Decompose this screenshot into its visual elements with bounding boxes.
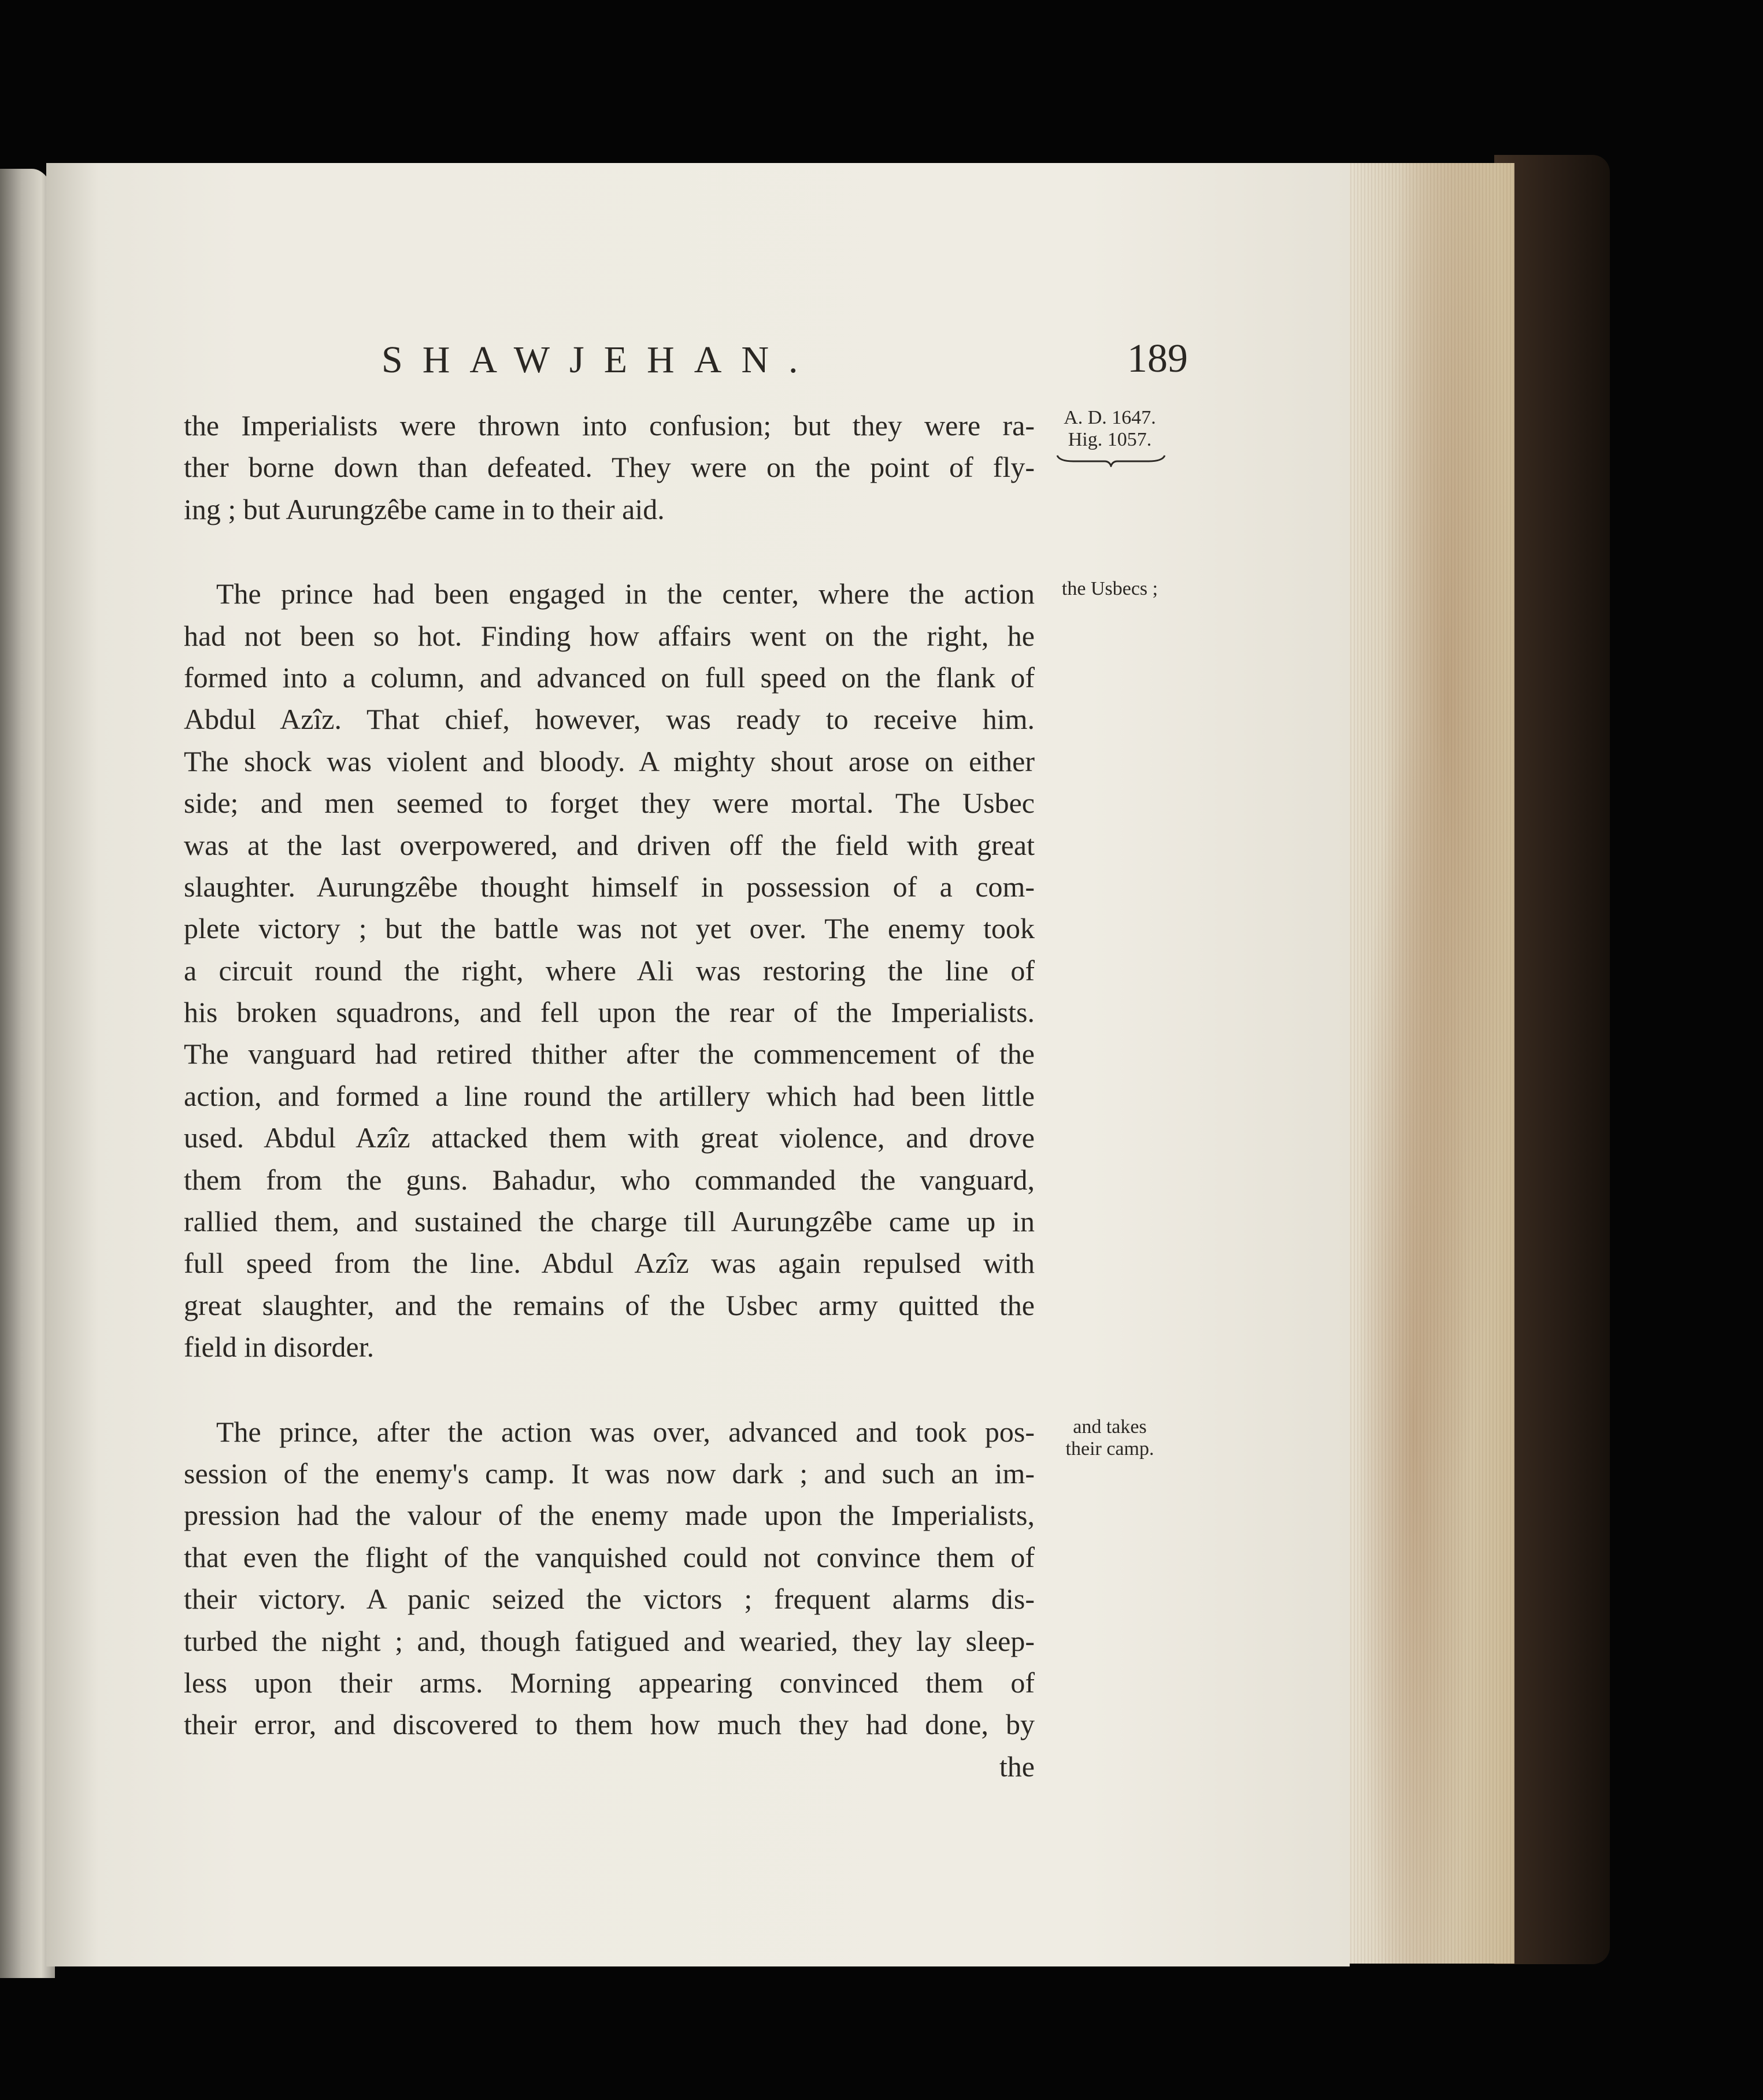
text-line: pression had the valour of the enemy made upon the Imperialists,: [184, 1499, 1035, 1532]
text-line: his broken squadrons, and fell upon the rear of the Imperialists.: [184, 996, 1035, 1029]
text-line: slaughter. Aurungzêbe thought himself in possession of a com-: [184, 870, 1035, 903]
text-line: action, and formed a line round the artillery which had been little: [184, 1079, 1035, 1112]
text-line: that even the flight of the vanquished could not convince them of: [184, 1540, 1035, 1573]
page-number: 189: [1127, 336, 1188, 381]
text-line: was at the last overpowered, and driven off the field with great: [184, 828, 1035, 861]
text-line: side; and men seemed to forget they were mortal. The Usbec: [184, 787, 1035, 820]
margin-camp-line2: their camp.: [1065, 1438, 1154, 1460]
text-line: used. Abdul Azîz attacked them with great violence, and drove: [184, 1121, 1035, 1154]
page-header: [185, 338, 1225, 384]
text-line: plete victory ; but the battle was not yet over. The enemy took: [184, 912, 1035, 945]
text-line: a circuit round the right, where Ali was restoring the line of: [184, 954, 1035, 987]
text-line: them from the guns. Bahadur, who commanded the vanguard,: [184, 1163, 1035, 1196]
text-line: the Imperialists were thrown into confusion; but they were ra-: [184, 409, 1035, 442]
margin-note-usbecs: the Usbecs ;: [1061, 578, 1158, 599]
margin-date-ad: A. D. 1647.: [1064, 407, 1156, 428]
text-line: Abdul Azîz. That chief, however, was ready to receive him.: [184, 703, 1035, 736]
text-line: full speed from the line. Abdul Azîz was again repulsed with: [184, 1247, 1035, 1280]
paragraph-3: [184, 1411, 1035, 1788]
text-line: The shock was violent and bloody. A mighty shout arose on either: [184, 745, 1035, 777]
text-line: great slaughter, and the remains of the Usbec army quitted the: [184, 1288, 1035, 1321]
text-line: had not been so hot. Finding how affairs went on the right, he: [184, 619, 1035, 652]
text-line: The prince had been engaged in the center, where the action: [216, 577, 1035, 610]
text-line: their victory. A panic seized the victors ; frequent alarms dis-: [184, 1583, 1035, 1616]
text-line: formed into a column, and advanced on full speed on the flank of: [184, 661, 1035, 694]
margin-note-camp: [1043, 1416, 1176, 1460]
text-line: The vanguard had retired thither after the commencement of the: [184, 1038, 1035, 1071]
catchword: the: [999, 1750, 1035, 1783]
margin-camp-line1: and takes: [1073, 1416, 1147, 1438]
running-head: SHAWJEHAN.: [382, 339, 818, 381]
body-text: [184, 405, 1035, 1830]
text-line: rallied them, and sustained the charge till Aurungzêbe came up in: [184, 1205, 1035, 1238]
curly-brace-icon: [1056, 453, 1166, 467]
paragraph-1: [184, 405, 1035, 530]
text-line: turbed the night ; and, though fatigued and wearied, they lay sleep-: [184, 1624, 1035, 1657]
text-line: session of the enemy's camp. It was now dark ; and such an im-: [184, 1457, 1035, 1490]
text-line: ther borne down than defeated. They were on the point of fly-: [184, 451, 1035, 484]
text-line: ing ; but Aurungzêbe came in to their aid.: [184, 492, 665, 525]
margin-note-date: [1043, 407, 1176, 451]
text-line: field in disorder.: [184, 1331, 375, 1364]
text-line: The prince, after the action was over, advanced and took pos-: [216, 1415, 1035, 1448]
margin-date-hig: Hig. 1057.: [1068, 429, 1152, 450]
paragraph-2: [184, 573, 1035, 1368]
page-block-edge: [1347, 163, 1514, 1964]
text-line: less upon their arms. Morning appearing convinced them of: [184, 1666, 1035, 1699]
text-line: their error, and discovered to them how much they had done, by: [184, 1708, 1035, 1741]
